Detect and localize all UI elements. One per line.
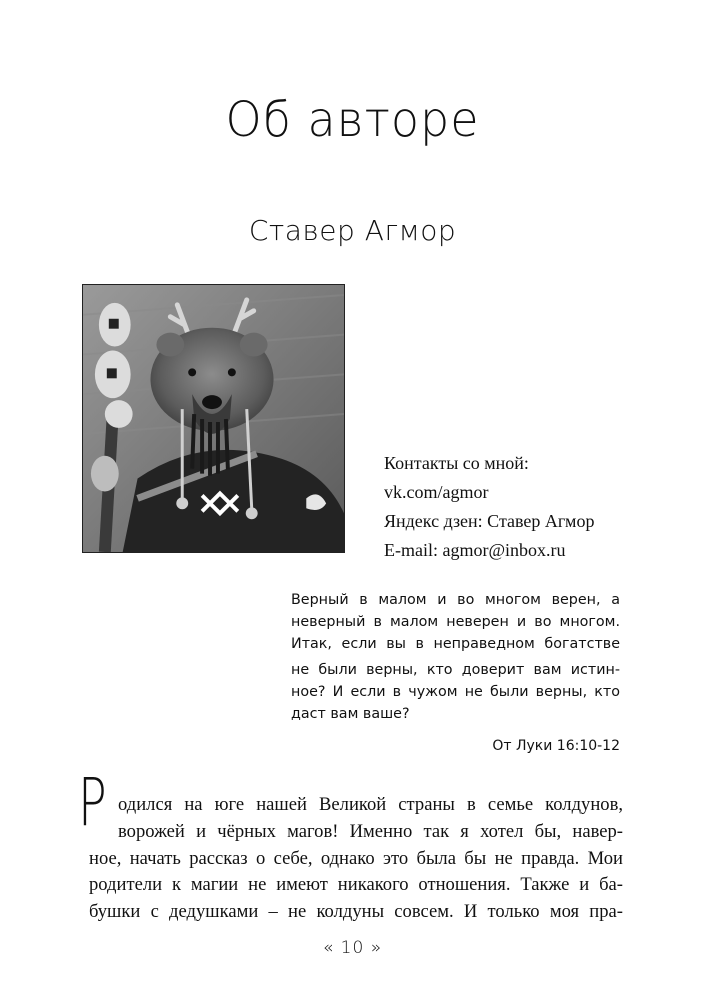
body-line: ворожей и чёрных магов! Именно так я хотел бы, навер- <box>118 820 623 842</box>
author-photo <box>82 284 345 553</box>
page-number: « 10 » <box>322 938 383 958</box>
epigraph <box>291 589 620 757</box>
epigraph-line: даст вам ваше? <box>291 706 410 722</box>
contact-dzen: Яндекс дзен: Ставер Агмор <box>384 511 595 531</box>
contact-email: E-mail: agmor@inbox.ru <box>384 540 566 560</box>
epigraph-line: Итак, если вы в неправедном богатстве <box>291 636 620 652</box>
body-line: родители к магии не имеют никакого отношения. Также и ба- <box>89 874 623 896</box>
epigraph-line: не были верны, кто доверит вам истин- <box>291 662 620 678</box>
epigraph-source: От Луки 16:10-12 <box>492 738 620 754</box>
body-line: бушки с дедушками – не колдуны совсем. И только моя пра- <box>89 901 623 923</box>
body-line: ное, начать рассказ о себе, однако это была бы не правда. Мои <box>89 847 623 869</box>
epigraph-line: ное? И если в чужом не были верны, кто <box>291 684 620 700</box>
author-portrait-bear-mask-icon <box>83 285 344 552</box>
body-line: одился на юге нашей Великой страны в семье колдунов, <box>118 794 623 815</box>
contact-vk: vk.com/agmor <box>384 482 489 502</box>
contacts-heading: Контакты со мной: <box>384 453 529 473</box>
page-title: Об авторе <box>225 90 480 148</box>
author-name: Ставер Агмор <box>248 214 457 247</box>
contacts-block <box>384 449 684 565</box>
dropcap-letter: Р <box>78 764 107 841</box>
epigraph-line: Верный в малом и во многом верен, а <box>291 592 620 608</box>
body-text <box>89 792 623 926</box>
epigraph-line: неверный в малом неверен и во многом. <box>291 614 620 630</box>
